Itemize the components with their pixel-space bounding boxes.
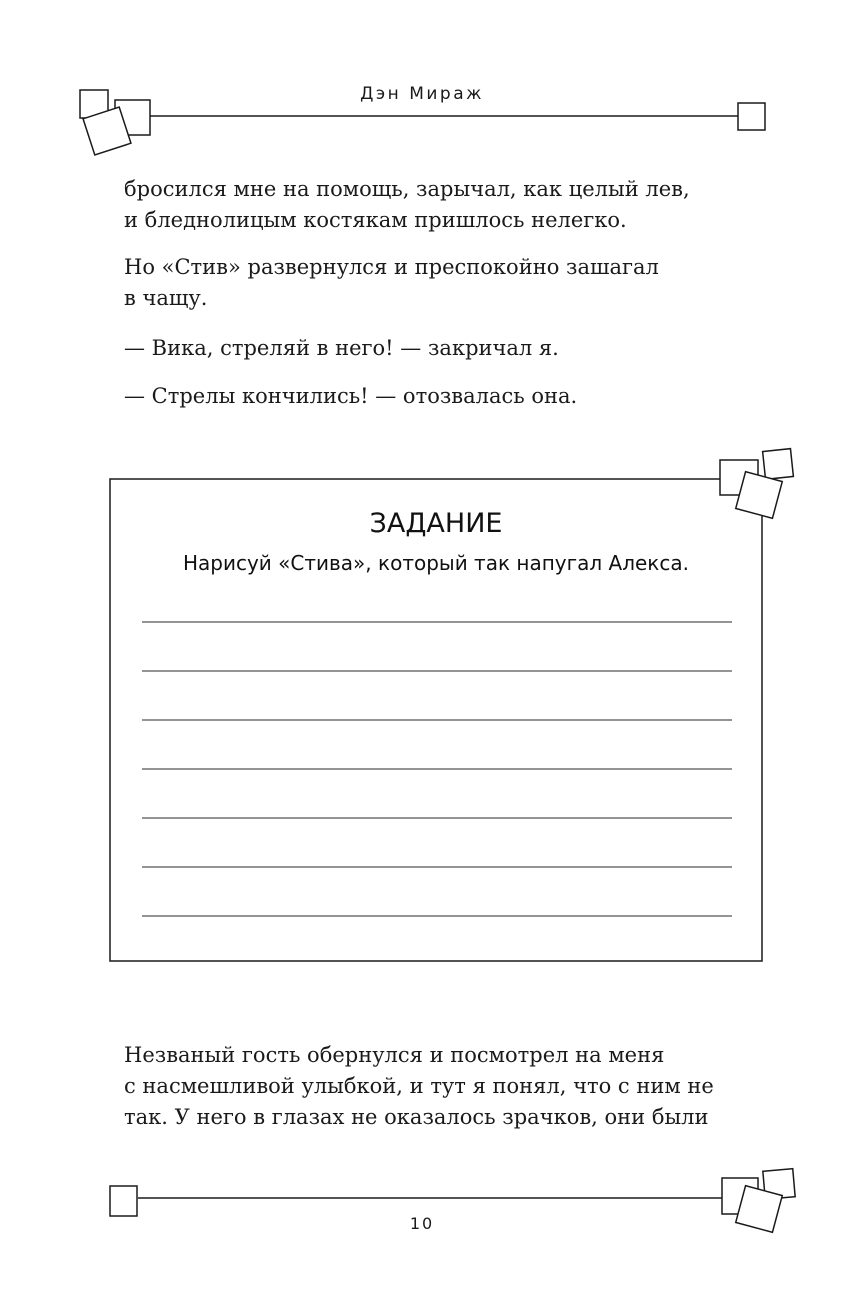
- header-right-square: [738, 103, 765, 130]
- text-line: бросился мне на помощь, зарычал, как целый лев,: [124, 177, 690, 201]
- task-corner-square-2: [763, 449, 794, 480]
- paragraph-1: [124, 174, 764, 236]
- running-header-author: Дэн Мираж: [360, 84, 484, 104]
- page-number: 10: [409, 1214, 435, 1233]
- paragraph-5: [124, 1040, 764, 1133]
- footer-left-square: [110, 1186, 137, 1216]
- paragraph-4: [124, 381, 764, 412]
- text-line: и бледнолицым костякам пришлось нелегко.: [124, 208, 627, 232]
- paragraph-2: [124, 252, 764, 314]
- text-line: так. У него в глазах не оказалось зрачков, они были: [124, 1105, 709, 1129]
- text-line: — Вика, стреляй в него! — закричал я.: [124, 336, 559, 360]
- writing-lines: [142, 622, 732, 916]
- text-line: Но «Стив» развернулся и преспокойно зашагал: [124, 255, 659, 279]
- text-line: Незваный гость обернулся и посмотрел на меня: [124, 1043, 665, 1067]
- task-instruction: Нарисуй «Стива», который так напугал Алекса.: [182, 551, 689, 575]
- task-title: ЗАДАНИЕ: [369, 508, 503, 539]
- text-line: с насмешливой улыбкой, и тут я понял, что с ним не: [124, 1074, 714, 1098]
- paragraph-3: [124, 333, 764, 364]
- text-line: — Стрелы кончились! — отозвалась она.: [124, 384, 578, 408]
- text-line: в чащу.: [124, 286, 208, 310]
